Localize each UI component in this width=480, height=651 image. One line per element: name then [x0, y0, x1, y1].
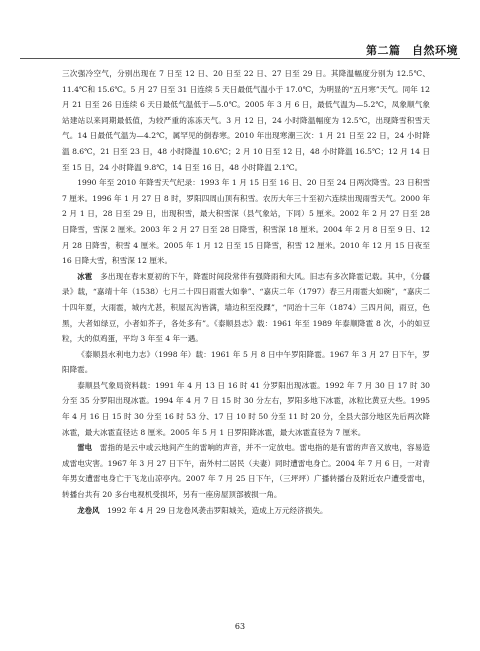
paragraph-hail-meteorology — [62, 378, 430, 440]
paragraph-snowfall — [62, 175, 430, 269]
paragraph-hail — [62, 269, 430, 347]
paragraph-text: 1992 年 4 月 29 日龙卷风袭击罗阳城关，造成上万元经济损失。 — [99, 505, 328, 515]
paragraph-text: 雷指的是云中或云地间产生的雷响的声音，并不一定放电。雷电指的是有雷的声音又放电，容易造成雷电灾害。1967 年 3 月 27 日下午，南外村二居民（夫妻）同时遭雷电身亡。2004 年 7 月 6 日，一对青年男女遭雷电身亡于飞龙山凉亭内。2007 年 7 月 25 日下午，（三坪坪）广播转播台及附近农户遭受雷电，转播台共有 20 多台电视机受损坏，另有一座房屋顶部被损一角。 — [62, 443, 430, 500]
paragraph-heading: 冰雹 — [77, 271, 93, 281]
paragraph-tornado — [62, 503, 430, 519]
paragraph-cold-waves — [62, 66, 430, 175]
chapter-title: 第二篇 自然环境 — [366, 44, 458, 57]
paragraph-heading: 雷电 — [77, 443, 93, 453]
paragraph-text: 多出现在春末夏初的下午，降雹时间段常伴有强降雨和大风。旧志有多次降雹记载。其中，《分疆录》载，“嘉靖十年（1538）七月二十四日雨雹大如拳”、“嘉庆二年（1797）春三月雨雹大如碗”，“嘉庆二十四年夏，大雨雹，城内尤甚，积屋瓦沟皆满，墙边积至没踝”，“同治十三年（1874）三四月间，雨豆，色黑，大者如绿豆，小者如芥子，各处多有”。《泰顺县志》载：1961 年至 1989 年泰顺降雹 8 次，小的如豆粒，大的似鸡蛋，平均 3 年至 4 年一遇。 — [62, 271, 430, 344]
paragraph-heading: 龙卷风 — [77, 505, 100, 515]
paragraph-lightning — [62, 440, 430, 502]
paragraph-text: 《泰顺县水利电力志》（1998 年）载：1961 年 5 月 8 日中午罗阳降雹。1967 年 3 月 27 日下午，罗阳降雹。 — [62, 349, 430, 375]
page-number: 63 — [234, 622, 246, 631]
paragraph-hail-records — [62, 347, 430, 378]
body-text — [62, 66, 430, 518]
paragraph-text: 三次强冷空气，分别出现在 7 日至 12 日、20 日至 22 日、27 日至 29 日。其降温幅度分别为 12.5℃、11.4℃和 15.6℃。5 月 27 日至 31 日连续 5 天日最低气温小于 17.0℃，为明显的“五月寒”天气。同年 12 月 21 日至 26 日连续 6 天日最低气温低于—5.0℃。2005 年 3 月 6 日，最低气温为—5.2℃，凤象顺气象站建站以来同期最低值，为较严重的冻冻天气。3 月 12 日，24 小时降温幅度为 12.5℃，出现降雪积雪天气。14 日最低气温为—4.2℃，属罕见的倒春寒。2010 年出现寒潮三次：1 月 21 日至 22 日，24 小时降温 8.6℃，21 日至 23 日，48 小时降温 10.6℃；2 月 10 日至 12 日，48 小时降温 16.5℃；12 月 14 日至 15 日，24 小时降温 9.8℃，14 日至 16 日，48 小时降温 2.1℃。 — [62, 69, 430, 172]
paragraph-text: 泰顺县气象局资料载：1991 年 4 月 13 日 16 时 41 分罗阳出现冰雹。1992 年 7 月 30 日 17 时 30 分至 35 分罗阳出现冰雹。1994 年 4 月 7 日 15 时 30 分左右，罗阳多地下冰雹，冰粒比黄豆大些。1995 年 4 月 16 日 15 时 30 分至 16 时 53 分、17 日 10 时 50 分至 11 时 20 分，全县大部分地区先后两次降冰雹，最大冰雹直径达 8 厘米。2005 年 5 月 1 日罗阳降冰雹，最大冰雹直径为 7 厘米。 — [62, 380, 430, 437]
running-header — [20, 12, 460, 59]
paragraph-text: 1990 年至 2010 年降雪天气纪录：1993 年 1 月 15 日至 16 日、20 日至 24 日两次降雪。23 日积雪 7 厘米。1996 年 1 月 27 日 8 时，罗阳四周山顶有积雪。农历大年三十至初六连续出现雨雪天气。2000 年 2 月 1 日，28 日至 29 日，出现积雪，最大积雪深（县气象站，下同）5 厘米。2002 年 2 月 27 日至 28 日降雪，雪深 2 厘米。2003 年 2 月 27 日至 28 日降雪，积雪深 18 厘米。2004 年 2 月 8 日至 9 日、12 月 28 日降雪，积雪 4 厘米。2005 年 1 月 12 日至 15 日降雪，积雪 12 厘米。2010 年 12 月 15 日夜至 16 日降大雪，积雪深 12 厘米。 — [62, 178, 430, 266]
